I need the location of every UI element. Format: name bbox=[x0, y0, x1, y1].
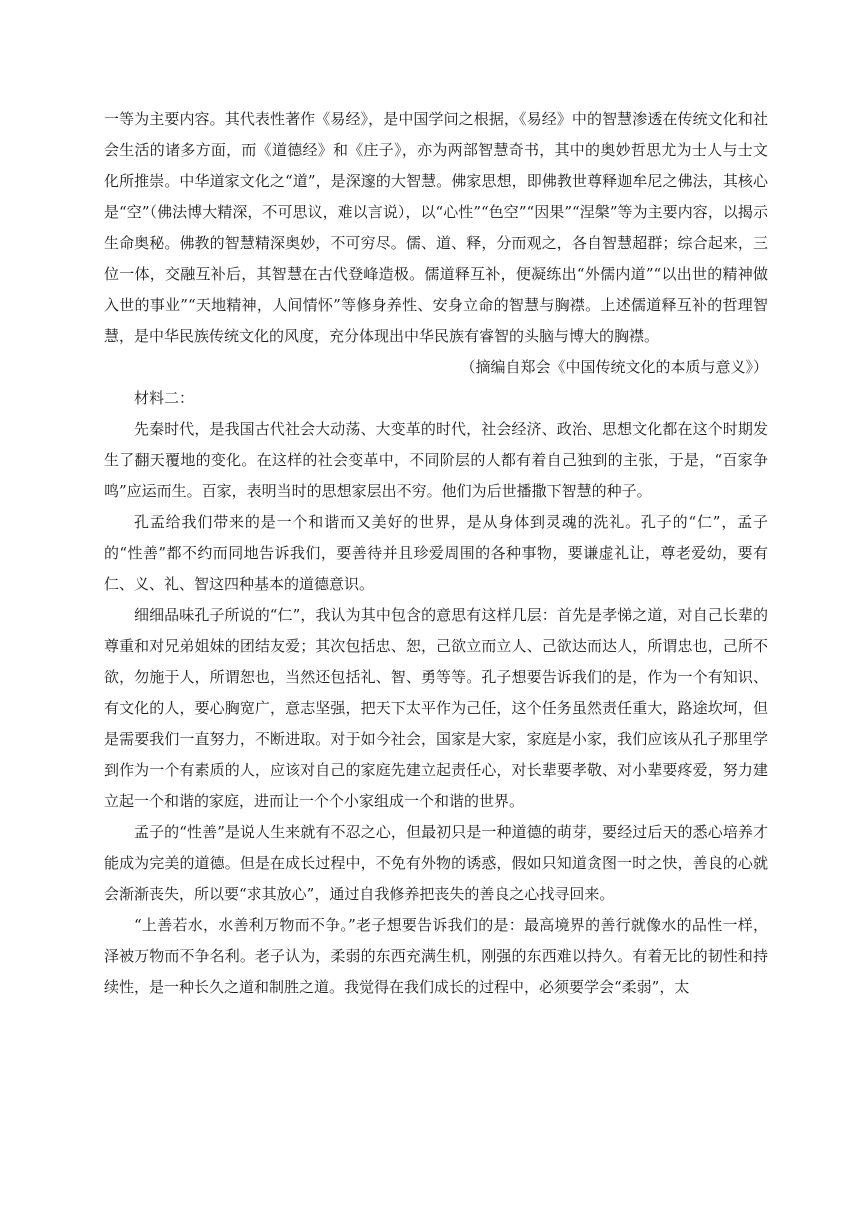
material2-paragraph: 细细品味孔子所说的“仁”，我认为其中包含的意思有这样几层：首先是孝悌之道，对自己长辈的尊重和对兄弟姐妹的团结友爱；其次包括忠、恕，己欲立而立人、己欲达而达人，所谓忠也，己所不欲，勿施于人，所谓恕也，当然还包括礼、智、勇等等。孔子想要告诉我们的是，作为一个有知识、有文化的人，要心胸宽广，意志坚强，把天下太平作为己任，这个任务虽然责任重大，路途坎坷，但是需要我们一直努力，不断进取。对于如今社会，国家是大家，家庭是小家，我们应该从孔子那里学到作为一个有素质的人，应该对自己的家庭先建立起责任心，对长辈要孝敬、对小辈要疼爱，努力建立起一个和谐的家庭，进而让一个个小家组成一个和谐的世界。 bbox=[104, 606, 768, 810]
document-body bbox=[104, 104, 768, 1003]
material2-paragraph: “上善若水，水善利万物而不争。”老子想要告诉我们的是：最高境界的善行就像水的品性一样，泽被万物而不争名利。老子认为，柔弱的东西充满生机，刚强的东西难以持久。有着无比的韧性和持续性，是一种长久之道和制胜之道。我觉得在我们成长的过程中，必须要学会“柔弱”，太 bbox=[104, 916, 768, 996]
material1-source-citation: （摘编自郑会《中国传统文化的本质与意义》） bbox=[460, 358, 768, 376]
material2-paragraph: 孟子的“性善”是说人生来就有不忍之心，但最初只是一种道德的萌芽，要经过后天的悉心培养才能成为完美的道德。但是在成长过程中，不免有外物的诱惑，假如只知道贪图一时之快，善良的心就会渐渐丧失，所以要“求其放心”，通过自我修养把丧失的善良之心找寻回来。 bbox=[104, 823, 768, 903]
material2-paragraph: 先秦时代，是我国古代社会大动荡、大变革的时代，社会经济、政治、思想文化都在这个时期发生了翻天覆地的变化。在这样的社会变革中，不同阶层的人都有着自己独到的主张，于是，“百家争鸣”应运而生。百家，表明当时的思想家层出不穷。他们为后世播撒下智慧的种子。 bbox=[104, 420, 768, 500]
material1-paragraph-tail: 一等为主要内容。其代表性著作《易经》，是中国学问之根据，《易经》中的智慧渗透在传统文化和社会生活的诸多方面，而《道德经》和《庄子》，亦为两部智慧奇书，其中的奥妙哲思尤为士人与士文化所推崇。中华道家文化之“道”，是深邃的大智慧。佛家思想，即佛教世尊释迦牟尼之佛法，其核心是“空”（佛法博大精深，不可思议，难以言说），以“心性”“色空”“因果”“涅槃”等为主要内容，以揭示生命奥秘。佛教的智慧精深奥妙，不可穷尽。儒、道、释，分而观之，各自智慧超群；综合起来，三位一体，交融互补后，其智慧在古代登峰造极。儒道释互补，便凝练出“外儒内道”“以出世的精神做入世的事业”“天地精神，人间情怀”等修身养性、安身立命的智慧与胸襟。上述儒道释互补的哲理智慧，是中华民族传统文化的风度，充分体现出中华民族有睿智的头脑与博大的胸襟。 bbox=[104, 110, 768, 345]
material2-paragraph: 孔孟给我们带来的是一个和谐而又美好的世界，是从身体到灵魂的洗礼。孔子的“仁”，孟子的“性善”都不约而同地告诉我们，要善待并且珍爱周围的各种事物，要谦虚礼让，尊老爱幼，要有仁、义、礼、智这四种基本的道德意识。 bbox=[104, 513, 768, 593]
material2-heading: 材料二： bbox=[134, 389, 195, 407]
